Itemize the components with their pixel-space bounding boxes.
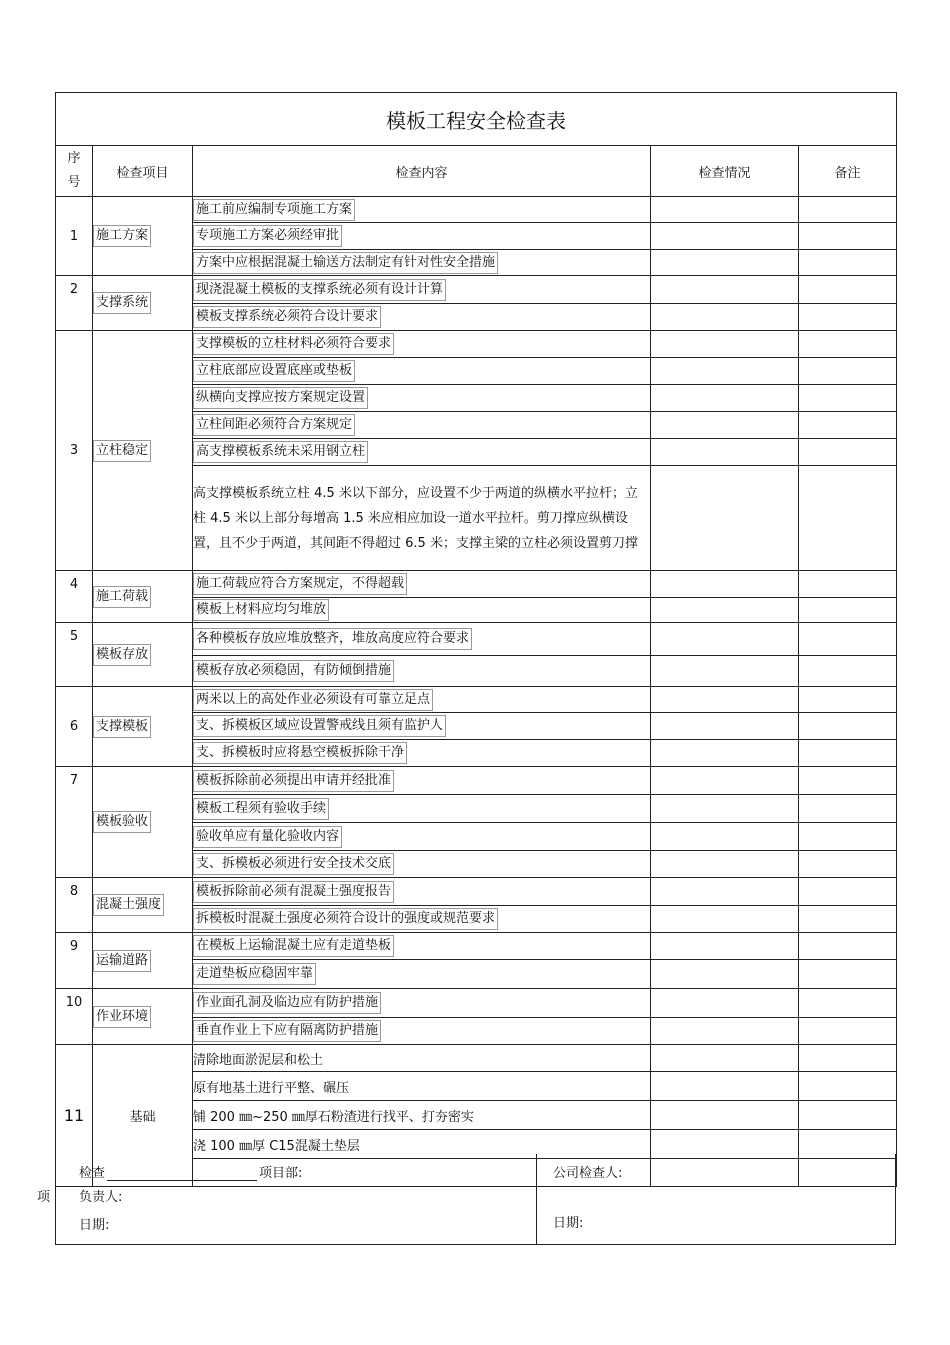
sign-underline [107,1166,257,1181]
header-item: 检查项目 [93,146,193,197]
status-cell[interactable] [651,1018,799,1045]
sign-check-label: 检查 [79,1166,106,1181]
status-cell[interactable] [651,412,799,439]
remark-cell[interactable] [799,687,897,713]
status-cell[interactable] [651,439,799,466]
check-item [93,623,193,687]
row-number: 4 [56,571,93,623]
remark-cell[interactable] [799,1045,897,1072]
status-cell[interactable] [651,687,799,713]
table-row [56,878,897,906]
inspection-table [55,92,897,1187]
remark-cell[interactable] [799,223,897,250]
row-number: 10 [56,989,93,1045]
check-content [193,851,651,878]
status-cell[interactable] [651,197,799,223]
check-content: 高支撑模板系统立柱 4.5 米以下部分，应设置不少于两道的纵横水平拉杆；立柱 4.5 米以上部分每增高 1.5 米应相应加设一道水平拉杆。剪刀撑应纵横设置，且不少于两道，其间距不得超过 6.5 米；支撑主梁的立柱必须设置剪刀撑 [193,466,651,571]
check-item: 基础 [93,1045,193,1187]
status-cell[interactable] [651,960,799,989]
check-content-label: 拆模板时混凝土强度必须符合设计的强度或规范要求 [193,908,498,930]
check-content [193,1018,651,1045]
check-content-label: 模板拆除前必须有混凝土强度报告 [193,881,394,903]
row-number: 1 [56,197,93,276]
check-content-label: 作业面孔洞及临边应有防护措施 [193,992,381,1014]
remark-cell[interactable] [799,250,897,276]
table-row [56,989,897,1018]
page-title: 模板工程安全检查表 [56,93,897,146]
check-item-label: 支撑模板 [93,716,151,738]
check-content-label: 模板存放必须稳固，有防倾倒措施 [193,660,394,682]
inspection-sheet [55,92,896,1187]
row-number: 6 [56,687,93,767]
table-row [56,933,897,960]
check-item-label: 混凝土强度 [93,894,164,916]
check-content-label: 专项施工方案必须经审批 [193,225,342,247]
status-cell[interactable] [651,466,799,571]
check-content-label: 两米以上的高处作业必须设有可靠立足点 [193,689,433,711]
sign-date-left: 日期: [79,1218,110,1233]
status-cell[interactable] [651,385,799,412]
signature-area [37,1154,896,1245]
status-cell[interactable] [651,933,799,960]
check-content [193,304,651,331]
status-cell[interactable] [651,571,799,598]
check-item-label: 支撑系统 [93,292,151,314]
check-content-label: 模板工程须有验收手续 [193,798,329,820]
status-cell[interactable] [651,989,799,1018]
sign-company-label: 公司检查人: [553,1166,623,1181]
check-content-label: 支撑模板的立柱材料必须符合要求 [193,333,394,355]
check-item-label: 作业环境 [93,1006,151,1028]
remark-cell[interactable] [799,466,897,571]
check-item-label: 运输道路 [93,950,151,972]
header-content: 检查内容 [193,146,651,197]
table-row [56,687,897,713]
check-item [93,989,193,1045]
remark-cell[interactable] [799,623,897,656]
check-content-label: 各种模板存放应堆放整齐，堆放高度应符合要求 [193,628,472,650]
check-content-label: 支、拆模板必须进行安全技术交底 [193,853,394,875]
status-cell[interactable] [651,1072,799,1101]
table-row [56,276,897,304]
remark-cell[interactable] [799,276,897,304]
remark-cell[interactable] [799,358,897,385]
remark-cell[interactable] [799,851,897,878]
check-content [193,795,651,823]
check-content-label: 纵横向支撑应按方案规定设置 [193,387,368,409]
table-row [56,197,897,223]
check-content-label: 立柱间距必须符合方案规定 [193,414,355,436]
row-number: 8 [56,878,93,933]
header-status: 检查情况 [651,146,799,197]
remark-cell[interactable] [799,767,897,795]
remark-cell[interactable] [799,385,897,412]
status-cell[interactable] [651,1101,799,1130]
status-cell[interactable] [651,878,799,906]
check-item [93,276,193,331]
check-content [193,656,651,687]
remark-cell[interactable] [799,1072,897,1101]
check-item-label: 模板验收 [93,811,151,833]
remark-cell[interactable] [799,331,897,358]
remark-cell[interactable] [799,598,897,623]
remark-cell[interactable] [799,906,897,933]
check-content [193,989,651,1018]
status-cell[interactable] [651,250,799,276]
remark-cell[interactable] [799,1101,897,1130]
remark-cell[interactable] [799,960,897,989]
check-item [93,571,193,623]
status-cell[interactable] [651,304,799,331]
check-content [193,906,651,933]
sign-leader-label: 负责人: [79,1190,123,1205]
remark-cell[interactable] [799,412,897,439]
check-content [193,197,651,223]
check-content-label: 高支撑模板系统未采用钢立柱 [193,441,368,463]
check-content [193,878,651,906]
check-item [93,197,193,276]
remark-cell[interactable] [799,795,897,823]
row-number: 3 [56,331,93,571]
remark-cell[interactable] [799,304,897,331]
check-content [193,960,651,989]
row-number: 9 [56,933,93,989]
status-cell[interactable] [651,623,799,656]
check-content [193,439,651,466]
check-content: 铺 200 ㎜~250 ㎜厚石粉渣进行找平、打夯密实 [193,1101,651,1130]
status-cell[interactable] [651,795,799,823]
check-item [93,933,193,989]
row-number: 2 [56,276,93,331]
check-content-label: 模板支撑系统必须符合设计要求 [193,306,381,328]
check-content-label: 支、拆模板时应将悬空模板拆除干净 [193,742,407,764]
status-cell[interactable] [651,223,799,250]
remark-cell[interactable] [799,439,897,466]
check-content [193,740,651,767]
check-content: 浇 100 ㎜厚 C15混凝土垫层 [193,1130,651,1159]
status-cell[interactable] [651,276,799,304]
header-no: 序 号 [56,146,93,197]
check-content [193,933,651,960]
table-header [56,146,897,197]
check-content-label: 支、拆模板区域应设置警戒线且须有监护人 [193,715,446,737]
check-content [193,358,651,385]
table-row [56,571,897,598]
remark-cell[interactable] [799,197,897,223]
check-content-label: 现浇混凝土模板的支撑系统必须有设计计算 [193,279,446,301]
remark-cell[interactable] [799,878,897,906]
table-row [56,1045,897,1072]
remark-cell[interactable] [799,989,897,1018]
check-content [193,713,651,740]
check-content [193,687,651,713]
check-content-label: 验收单应有量化验收内容 [193,826,342,848]
check-content-label: 立柱底部应设置底座或垫板 [193,360,355,382]
check-content [193,276,651,304]
header-remark: 备注 [799,146,897,197]
check-content-label: 在模板上运输混凝土应有走道垫板 [193,935,394,957]
remark-cell[interactable] [799,1018,897,1045]
status-cell[interactable] [651,331,799,358]
status-cell[interactable] [651,823,799,851]
check-content [193,571,651,598]
check-content-label: 施工荷载应符合方案规定，不得超载 [193,573,407,595]
check-content-label: 模板拆除前必须提出申请并经批准 [193,770,394,792]
status-cell[interactable] [651,656,799,687]
check-content: 清除地面淤泥层和松土 [193,1045,651,1072]
status-cell[interactable] [651,1045,799,1072]
check-content [193,823,651,851]
check-content [193,331,651,358]
check-content-label: 方案中应根据混凝土输送方法制定有针对性安全措施 [193,252,498,274]
row-number: 7 [56,767,93,878]
check-content-label: 走道垫板应稳固牢靠 [193,963,316,985]
table-row [56,623,897,656]
remark-cell[interactable] [799,571,897,598]
remark-cell[interactable] [799,933,897,960]
check-item [93,878,193,933]
remark-cell[interactable] [799,823,897,851]
check-content-label: 施工前应编制专项施工方案 [193,199,355,221]
check-content [193,412,651,439]
status-cell[interactable] [651,598,799,623]
remark-cell[interactable] [799,740,897,767]
status-cell[interactable] [651,851,799,878]
status-cell[interactable] [651,767,799,795]
check-item-label: 施工荷载 [93,586,151,608]
remark-cell[interactable] [799,713,897,740]
sign-dept-label: 项目部: [259,1166,303,1181]
check-content [193,250,651,276]
row-number: 11 [56,1045,93,1187]
check-content-label: 垂直作业上下应有隔离防护措施 [193,1020,381,1042]
status-cell[interactable] [651,740,799,767]
table-row [56,767,897,795]
sign-side-label: 项 [37,1190,51,1205]
check-content-label: 模板上材料应均匀堆放 [193,599,329,621]
check-content [193,385,651,412]
check-item [93,767,193,878]
check-content: 原有地基土进行平整、碾压 [193,1072,651,1101]
table-row [56,331,897,358]
row-number: 5 [56,623,93,687]
check-content [193,223,651,250]
sign-date-right: 日期: [553,1216,584,1231]
check-content [193,767,651,795]
check-item [93,331,193,571]
check-item [93,687,193,767]
status-cell[interactable] [651,906,799,933]
sign-check-line [79,1162,302,1181]
check-item-label: 模板存放 [93,644,151,666]
check-content [193,623,651,656]
status-cell[interactable] [651,358,799,385]
remark-cell[interactable] [799,656,897,687]
status-cell[interactable] [651,713,799,740]
check-content [193,598,651,623]
check-item-label: 立柱稳定 [93,440,151,462]
check-item-label: 施工方案 [93,225,151,247]
